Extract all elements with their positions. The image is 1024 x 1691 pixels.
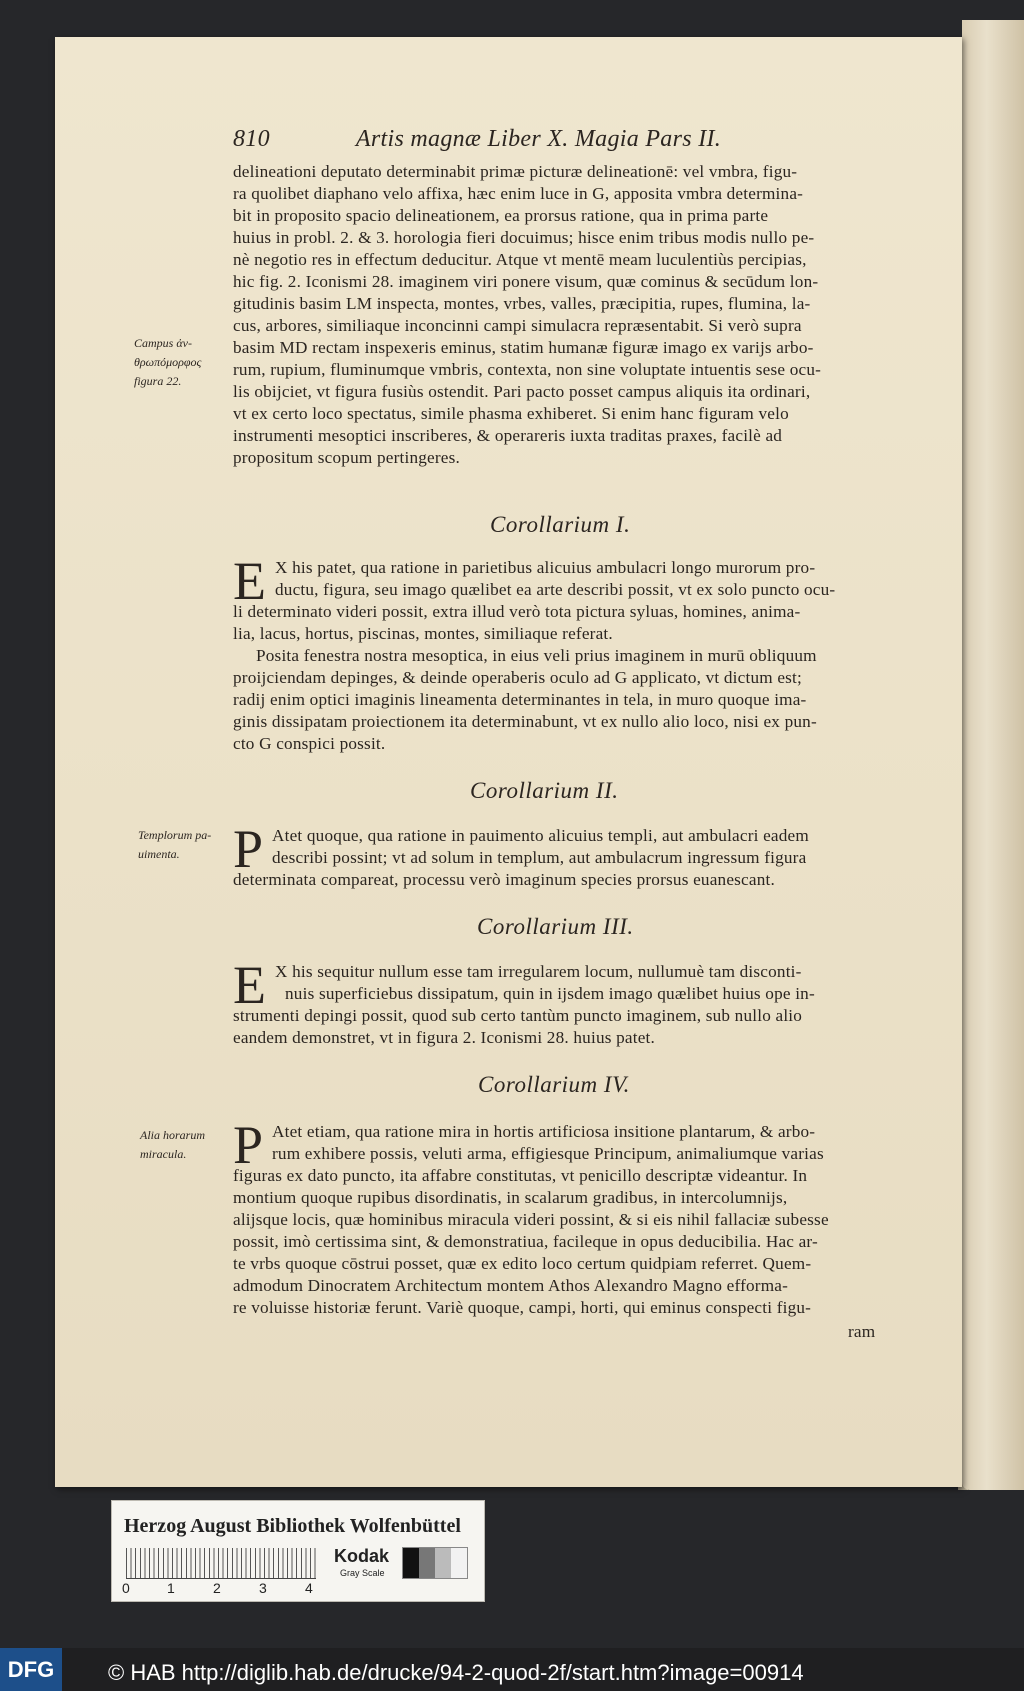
- text-line: nè negotio res in effectum deducitur. Atque vt mentē meam luculentiùs percipias,: [233, 250, 807, 269]
- text-line: delineationi deputato determinabit primæ picturæ delineationē: vel vmbra, figu-: [233, 162, 798, 181]
- section-heading: Corollarium II.: [470, 778, 619, 803]
- text-line: proijciendam depinges, & deinde operaberis oculo ad G applicato, vt dictum est;: [233, 668, 802, 687]
- text-line: determinata compareat, processu verò imaginum species prorsus euanescant.: [233, 870, 775, 889]
- text-line: figuras ex dato puncto, ita affabre constitutas, vt penicillo descriptæ videantur. In: [233, 1166, 808, 1185]
- gray-swatch: [403, 1548, 419, 1578]
- gray-swatches: [402, 1547, 468, 1579]
- text-line: cto G conspici possit.: [233, 734, 386, 753]
- ruler-number: 2: [213, 1580, 221, 1596]
- text-line: rum, rupium, fluminumque vmbris, contexta, non sine voluptate intuentis sese ocu-: [233, 360, 822, 379]
- facing-page-edge: [962, 20, 1024, 1490]
- kodak-logo: Kodak: [334, 1546, 390, 1566]
- dfg-logo: DFG: [0, 1648, 62, 1691]
- text-line: Atet etiam, qua ratione mira in hortis artificiosa insitione plantarum, & arbo-: [272, 1122, 816, 1141]
- text-line: lis obijciet, vt figura fusiùs ostendit. Pari pacto posset campus aliquis ita ordinari,: [233, 382, 811, 401]
- text-line: huius in probl. 2. & 3. horologia fieri docuimus; hisce enim tribus modis nullo pe-: [233, 228, 815, 247]
- catchword: ram: [848, 1322, 876, 1341]
- text-line: admodum Dinocratem Architectum montem Athos Alexandro Magno efforma-: [233, 1276, 789, 1295]
- text-line: eandem demonstret, vt in figura 2. Iconismi 28. huius patet.: [233, 1028, 656, 1047]
- margin-note: [134, 334, 230, 391]
- text-line: vt ex certo loco spectatus, simile phasma exhiberet. Si enim hanc figuram velo: [233, 404, 789, 423]
- text-line: Posita fenestra nostra mesoptica, in eius veli prius imaginem in murū obliquum: [256, 646, 817, 665]
- margin-note-line: miracula.: [140, 1147, 187, 1161]
- text-line: rum exhibere possis, veluti arma, effigiesque Principum, animaliumque varias: [272, 1144, 824, 1163]
- text-line: ductu, figura, seu imago quælibet ea arte describi possit, vt ex solo puncto ocu-: [275, 580, 836, 599]
- text-line: bit in proposito spacio delineationem, ea prorsus ratione, qua in prima parte: [233, 206, 769, 225]
- text-line: re voluisse historiæ ferunt. Variè quoque, campi, horti, qui eminus conspecti figu-: [233, 1298, 812, 1317]
- page-number: 810: [233, 126, 270, 152]
- drop-cap: P: [233, 1115, 264, 1175]
- text-line: describi possint; vt ad solum in templum, aut ambulacrum ingressum figura: [272, 848, 807, 867]
- text-line: instrumenti mesoptici inscriberes, & operareris iuxta traditas praxes, facilè ad: [233, 426, 783, 445]
- margin-note: [140, 1126, 232, 1164]
- drop-cap: P: [233, 819, 264, 879]
- gray-swatch: [451, 1548, 467, 1578]
- measurement-ruler: [126, 1548, 316, 1579]
- running-header: [233, 126, 721, 153]
- text-line: hic fig. 2. Iconismi 28. imaginem viri ponere visum, quæ cominus & secūdum lon-: [233, 272, 819, 291]
- text-line: ra quolibet diaphano velo affixa, hæc enim luce in G, apposita vmbra determina-: [233, 184, 804, 203]
- text-line: lia, lacus, hortus, piscinas, montes, similiaque referat.: [233, 624, 613, 643]
- footer-credit-link[interactable]: © HAB http://diglib.hab.de/drucke/94-2-quod-2f/start.htm?image=00914: [108, 1660, 804, 1685]
- section-heading: Corollarium III.: [477, 914, 634, 939]
- gray-swatch: [419, 1548, 435, 1578]
- gray-swatch: [435, 1548, 451, 1578]
- ruler-number: 3: [259, 1580, 267, 1596]
- margin-note-line: θρωπόμορφος: [134, 355, 202, 369]
- text-line: Atet quoque, qua ratione in pauimento alicuius templi, aut ambulacri eadem: [272, 826, 809, 845]
- color-scale-card: [111, 1500, 485, 1602]
- drop-cap: E: [233, 551, 266, 611]
- text-line: montium quoque rupibus disordinatis, in scalarum gradibus, in intercolumnijs,: [233, 1188, 788, 1207]
- running-title: Artis magnæ Liber X. Magia Pars II.: [355, 126, 722, 152]
- text-line: basim MD rectam inspexeris eminus, statim humanæ figuræ imago ex varijs arbo-: [233, 338, 814, 357]
- text-line: ginis dissipatam proiectionem ita determinabunt, vt ex nullo alio loco, nisi ex pun-: [233, 712, 817, 731]
- text-line: te vrbs quoque cōstrui posset, quæ ex edito loco certum quidpiam referret. Quem-: [233, 1254, 812, 1273]
- gray-scale-label: Gray Scale: [340, 1568, 385, 1578]
- section-heading: Corollarium I.: [490, 512, 631, 537]
- ruler-number: 0: [122, 1580, 130, 1596]
- library-name: Herzog August Bibliothek Wolfenbüttel: [124, 1515, 461, 1537]
- text-line: propositum scopum pertingeres.: [233, 448, 461, 467]
- text-line: alijsque locis, quæ hominibus miracula videri possint, & si eis nihil fallaciæ subesse: [233, 1210, 829, 1229]
- text-line: possit, imò certissima sint, & demonstratiua, facileque in opus deducibilia. Hac ar-: [233, 1232, 818, 1251]
- text-line: li determinato videri possit, extra illud verò tota pictura syluas, homines, anima-: [233, 602, 801, 621]
- ruler-number: 1: [167, 1580, 175, 1596]
- ruler-number: 4: [305, 1580, 313, 1596]
- margin-note-line: uimenta.: [138, 847, 180, 861]
- section-heading: Corollarium IV.: [478, 1072, 630, 1097]
- margin-note: [138, 826, 232, 864]
- text-line: X his patet, qua ratione in parietibus alicuius ambulacri longo murorum pro-: [275, 558, 816, 577]
- margin-note-line: Campus ἀν-: [134, 336, 192, 350]
- margin-note-line: Templorum pa-: [138, 828, 212, 842]
- drop-cap: E: [233, 955, 266, 1015]
- text-line: cus, arbores, similiaque inconcinni campi simulacra repræsentabit. Si verò supra: [233, 316, 802, 335]
- text-line: X his sequitur nullum esse tam irregularem locum, nullumuè tam disconti-: [275, 962, 802, 981]
- margin-note-line: figura 22.: [134, 374, 182, 388]
- margin-note-line: Alia horarum: [140, 1128, 206, 1142]
- text-line: nuis superficiebus dissipatum, quin in ijsdem imago quælibet huius ope in-: [285, 984, 815, 1003]
- text-line: radij enim optici imaginis lineamenta determinantes in tela, in muro quoque ima-: [233, 690, 807, 709]
- text-line: gitudinis basim LM inspecta, montes, vrbes, valles, præcipitia, rupes, flumina, la-: [233, 294, 811, 313]
- text-line: strumenti depingi possit, quod sub certo tantùm puncto imaginem, sub nullo alio: [233, 1006, 803, 1025]
